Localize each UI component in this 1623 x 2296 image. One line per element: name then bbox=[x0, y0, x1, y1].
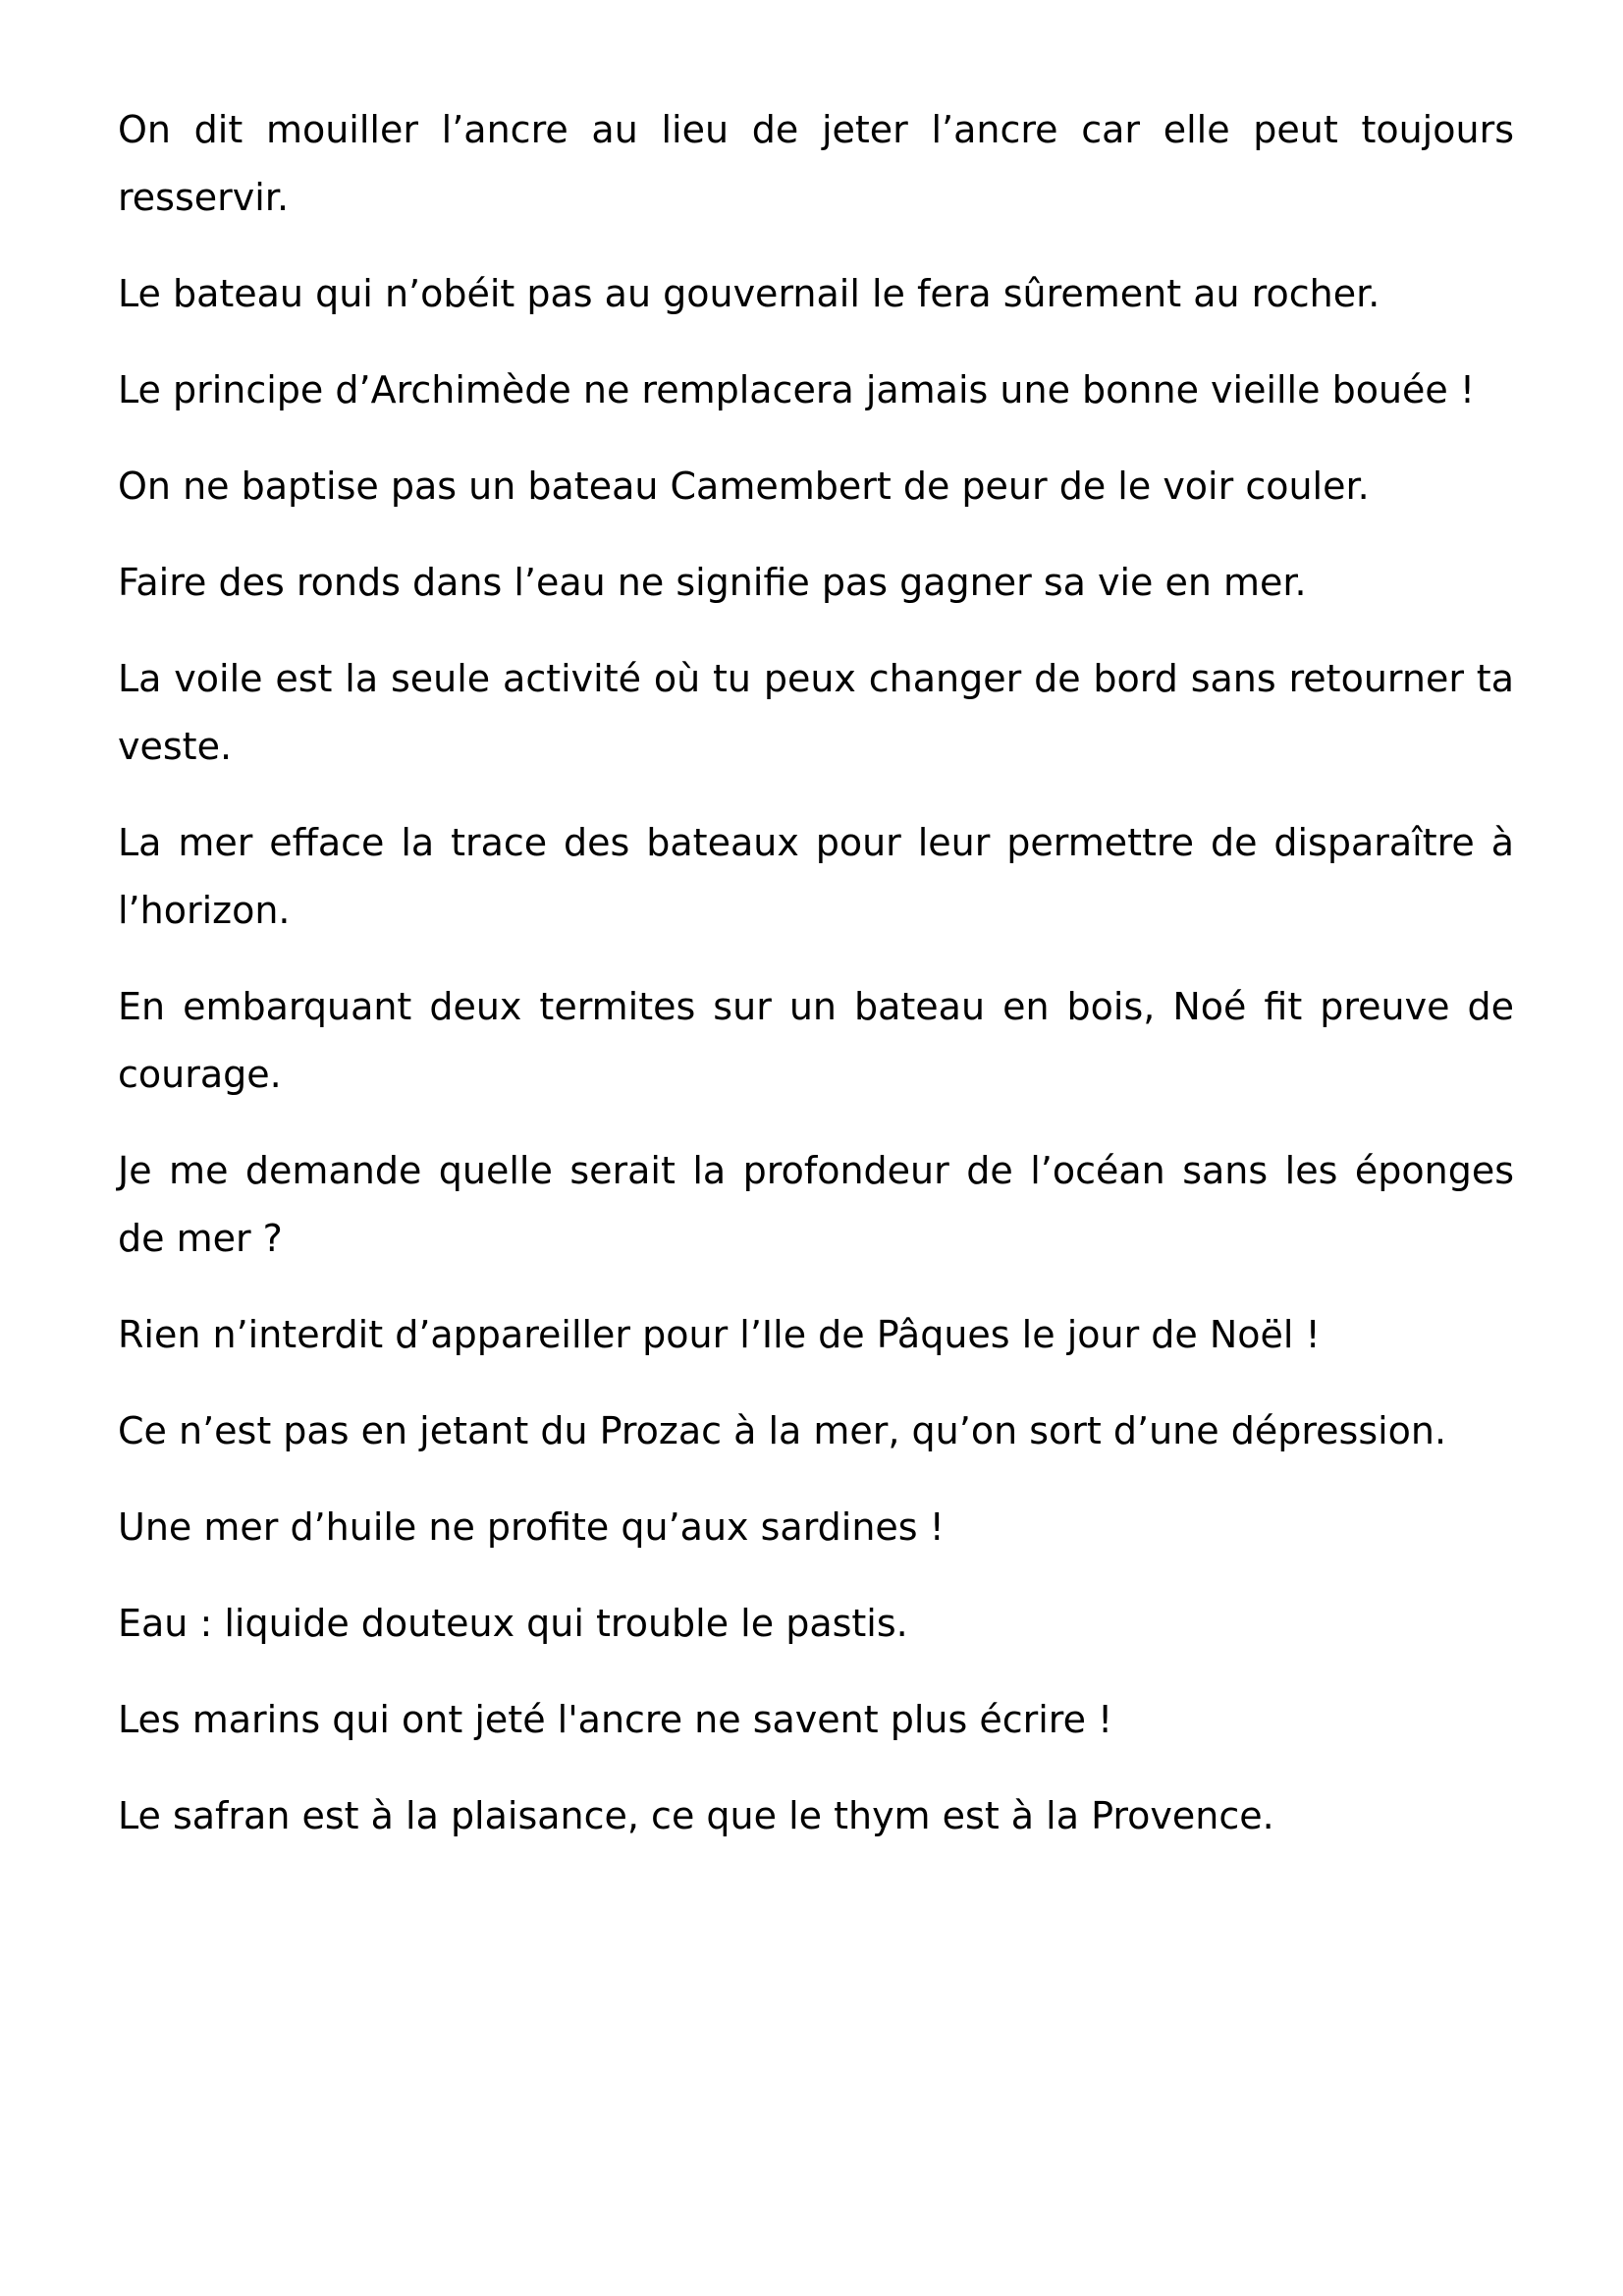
paragraph: On ne baptise pas un bateau Camembert de peur de le voir couler. bbox=[118, 465, 1370, 508]
paragraph: On dit mouiller l’ancre au lieu de jeter l’ancre car elle peut toujours resservir. bbox=[118, 108, 1514, 219]
paragraph: La voile est la seule activité où tu peux changer de bord sans retourner ta veste. bbox=[118, 657, 1514, 768]
paragraph: Eau : liquide douteux qui trouble le pastis. bbox=[118, 1602, 908, 1645]
paragraph: Rien n’interdit d’appareiller pour l’Ile de Pâques le jour de Noël ! bbox=[118, 1313, 1321, 1356]
paragraph: Ce n’est pas en jetant du Prozac à la mer, qu’on sort d’une dépression. bbox=[118, 1409, 1447, 1452]
paragraph: Le bateau qui n’obéit pas au gouvernail le fera sûrement au rocher. bbox=[118, 272, 1380, 315]
paragraph: En embarquant deux termites sur un bateau en bois, Noé fit preuve de courage. bbox=[118, 985, 1514, 1096]
paragraph: Le principe d’Archimède ne remplacera jamais une bonne vieille bouée ! bbox=[118, 368, 1476, 411]
document-body bbox=[118, 96, 1514, 1879]
paragraph: Une mer d’huile ne profite qu’aux sardines ! bbox=[118, 1505, 945, 1549]
paragraph: Le safran est à la plaisance, ce que le thym est à la Provence. bbox=[118, 1794, 1274, 1837]
paragraph: Je me demande quelle serait la profondeur de l’océan sans les éponges de mer ? bbox=[118, 1149, 1514, 1260]
paragraph: Les marins qui ont jeté l'ancre ne savent plus écrire ! bbox=[118, 1698, 1113, 1741]
paragraph: Faire des ronds dans l’eau ne signifie pas gagner sa vie en mer. bbox=[118, 561, 1307, 604]
paragraph: La mer efface la trace des bateaux pour leur permettre de disparaître à l’horizon. bbox=[118, 821, 1514, 932]
